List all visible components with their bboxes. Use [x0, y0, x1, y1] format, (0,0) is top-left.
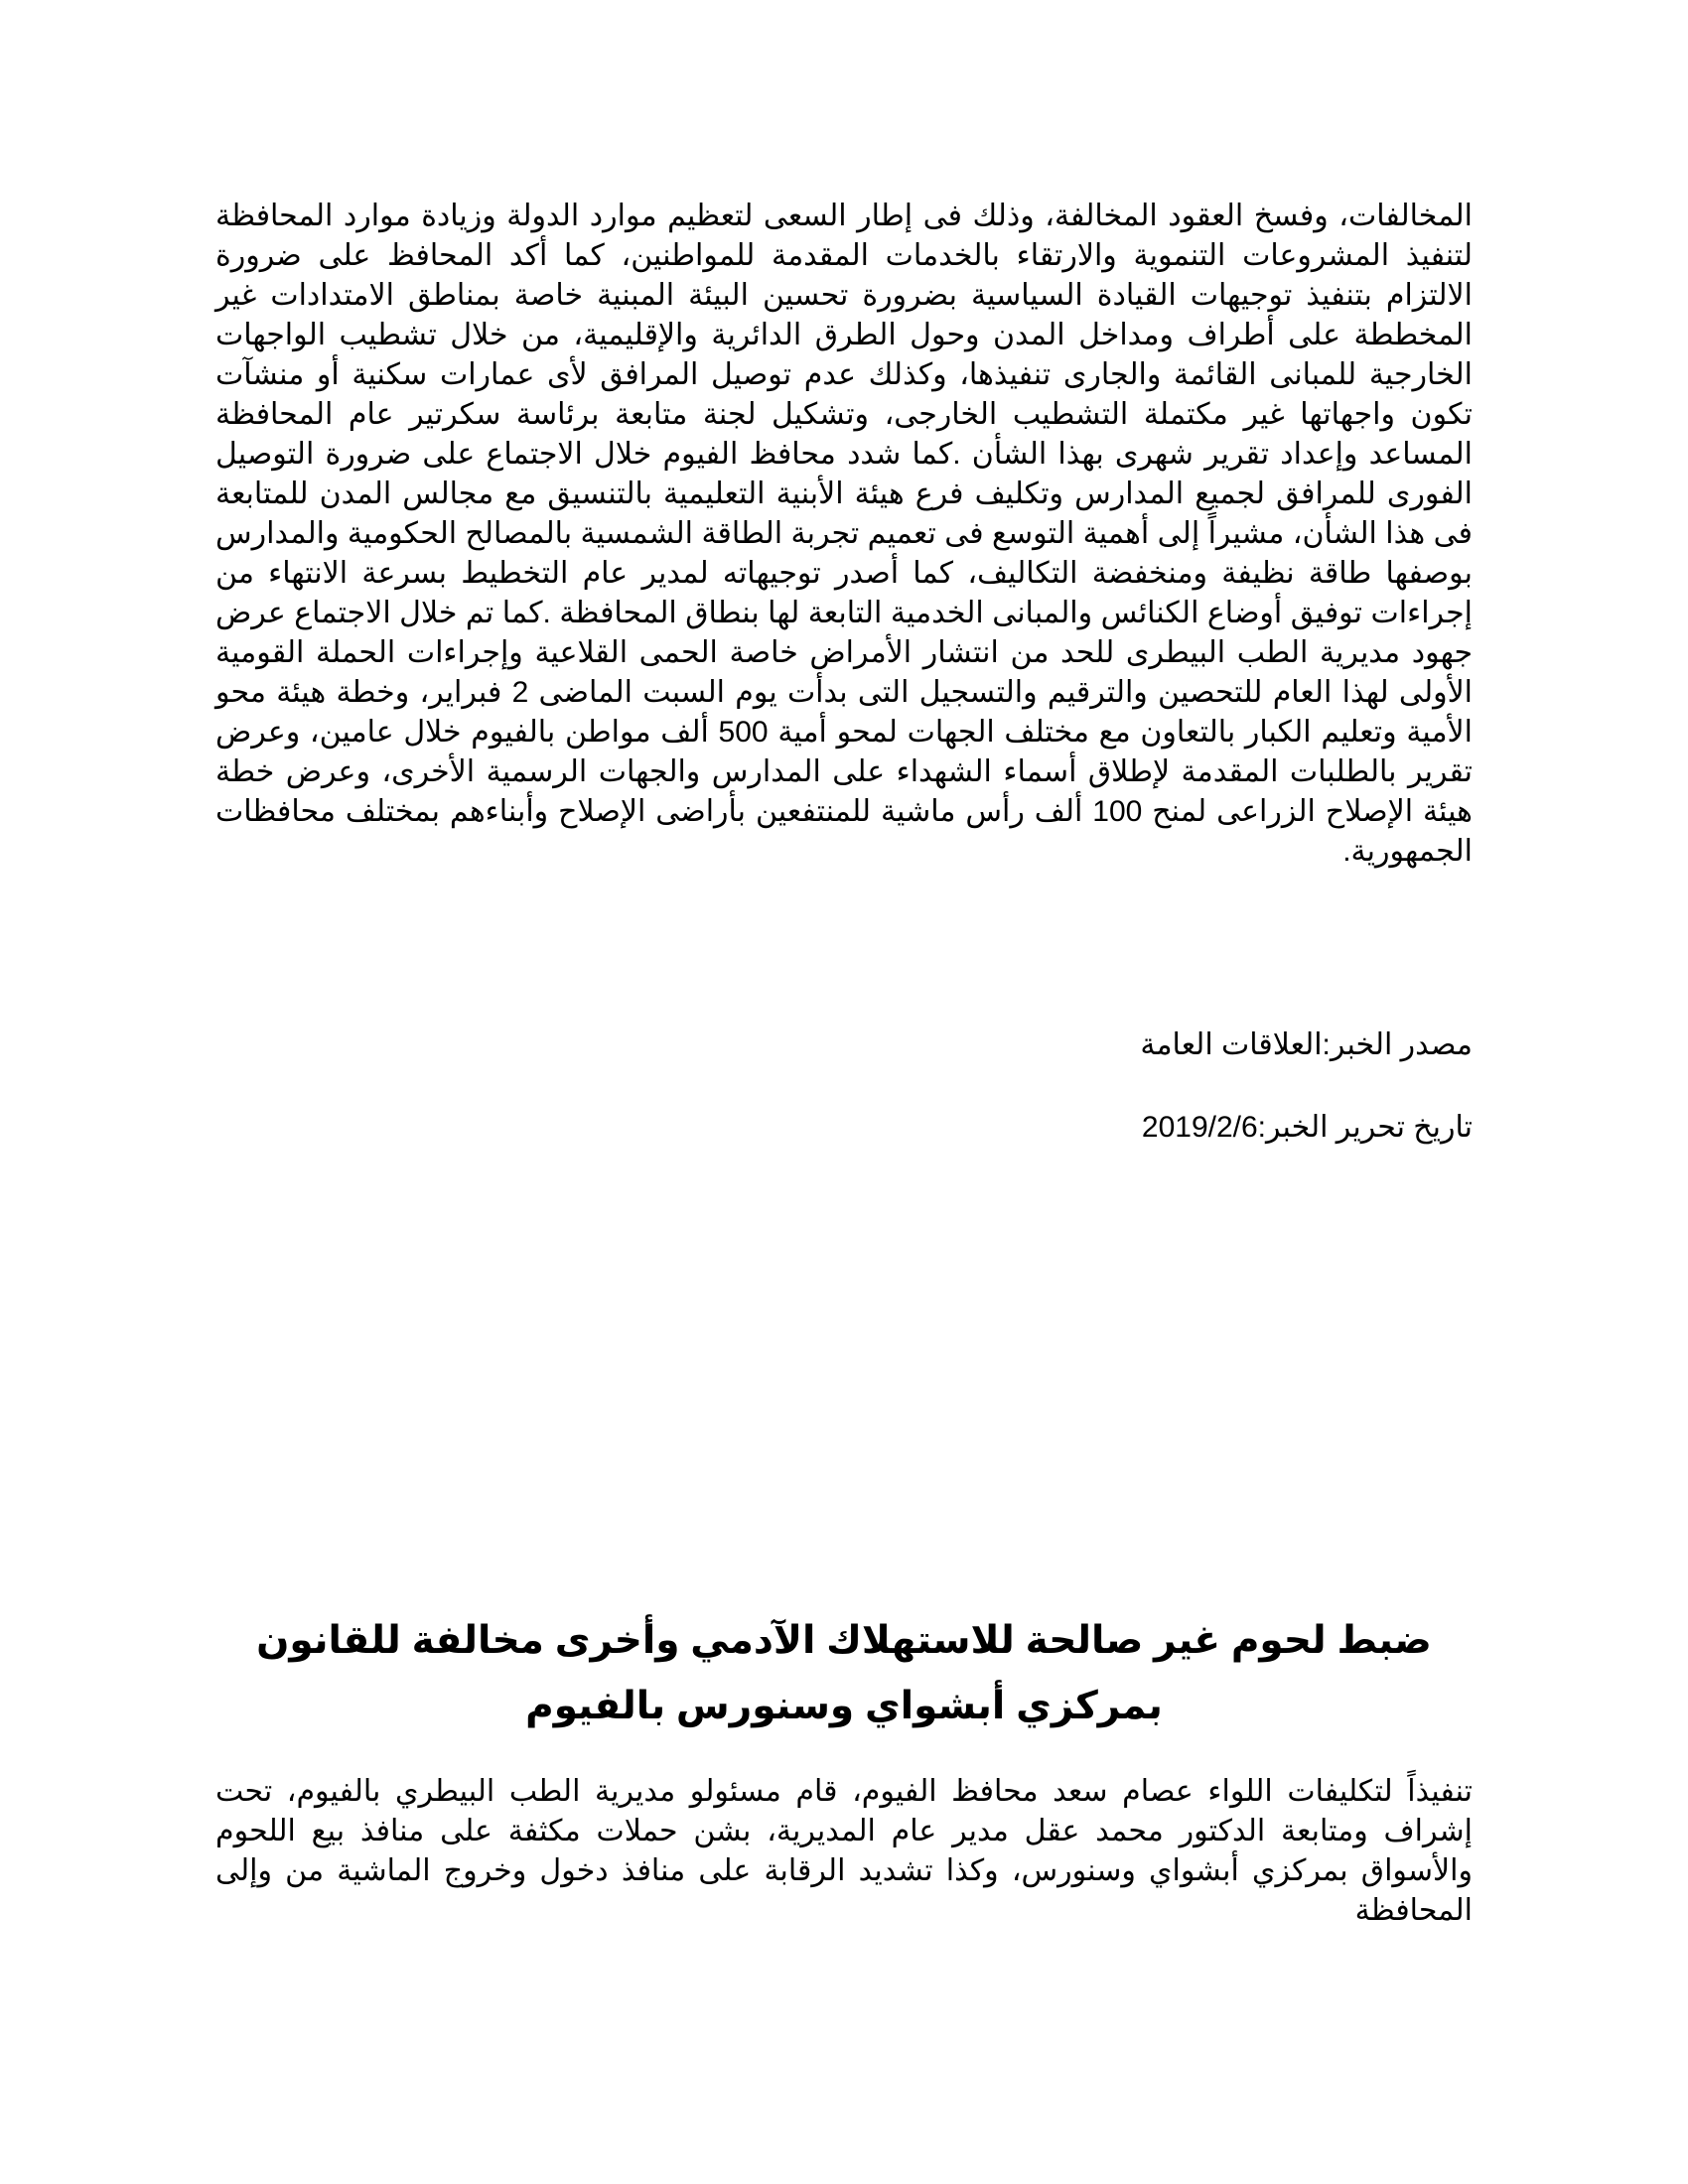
news-source: مصدر الخبر:العلاقات العامة: [1140, 1028, 1473, 1061]
article-body-continuation: المخالفات، وفسخ العقود المخالفة، وذلك فى إطار السعى لتعظيم موارد الدولة وزيادة موارد المحافظة لتنفيذ المشروعات التنموية والارتقاء بالخدمات المقدمة للمواطنين، كما أكد المحافظ على ضرورة الالتزام بتنفيذ توجيهات القيادة السياسية بضرورة تحسين البيئة المبنية خاصة بمناطق الامتدادات غير المخططة على أطراف ومداخل المدن وحول الطرق الدائرية والإقليمية، من خلال تشطيب الواجهات الخارجية للمبانى القائمة والجارى تنفيذها، وكذلك عدم توصيل المرافق لأى عمارات سكنية أو منشآت تكون واجهاتها غير مكتملة التشطيب الخارجى، وتشكيل لجنة متابعة برئاسة سكرتير عام المحافظة المساعد وإعداد تقرير شهرى بهذا الشأن .كما شدد محافظ الفيوم خلال الاجتماع على ضرورة التوصيل الفورى للمرافق لجميع المدارس وتكليف فرع هيئة الأبنية التعليمية بالتنسيق مع مجالس المدن للمتابعة فى هذا الشأن، مشيراً إلى أهمية التوسع فى تعميم تجربة الطاقة الشمسية بالمصالح الحكومية والمدارس بوصفها طاقة نظيفة ومنخفضة التكاليف، كما أصدر توجيهاته لمدير عام التخطيط بسرعة الانتهاء من إجراءات توفيق أوضاع الكنائس والمبانى الخدمية التابعة لها بنطاق المحافظة .كما تم خلال الاجتماع عرض جهود مديرية الطب البيطرى للحد من انتشار الأمراض خاصة الحمى القلاعية وإجراءات الحملة القومية الأولى لهذا العام للتحصين والترقيم والتسجيل التى بدأت يوم السبت الماضى 2 فبراير، وخطة هيئة محو الأمية وتعليم الكبار بالتعاون مع مختلف الجهات لمحو أمية 500 ألف مواطن بالفيوم خلال عامين، وعرض تقرير بالطلبات المقدمة لإطلاق أسماء الشهداء على المدارس والجهات الرسمية الأخرى، وعرض خطة هيئة الإصلاح الزراعى لمنح 100 ألف رأس ماشية للمنتفعين بأراضى الإصلاح وأبناءهم بمختلف محافظات الجمهورية.: [215, 200, 1474, 868]
news-date: تاريخ تحرير الخبر:2019/2/6: [1141, 1111, 1473, 1144]
article-body: تنفيذاً لتكليفات اللواء عصام سعد محافظ الفيوم، قام مسئولو مديرية الطب البيطري بالفيوم، تحت إشراف ومتابعة الدكتور محمد عقل مدير عام المديرية، بشن حملات مكثفة على منافذ بيع اللحوم والأسواق بمركزي أبشواي وسنورس، وكذا تشديد الرقابة على منافذ دخول وخروج الماشية من وإلى المحافظة: [215, 1775, 1473, 1927]
article-headline: ضبط لحوم غير صالحة للاستهلاك الآدمي وأخرى مخالفة للقانون بمركزي أبشواي وسنورس بالفيوم: [256, 1619, 1432, 1727]
